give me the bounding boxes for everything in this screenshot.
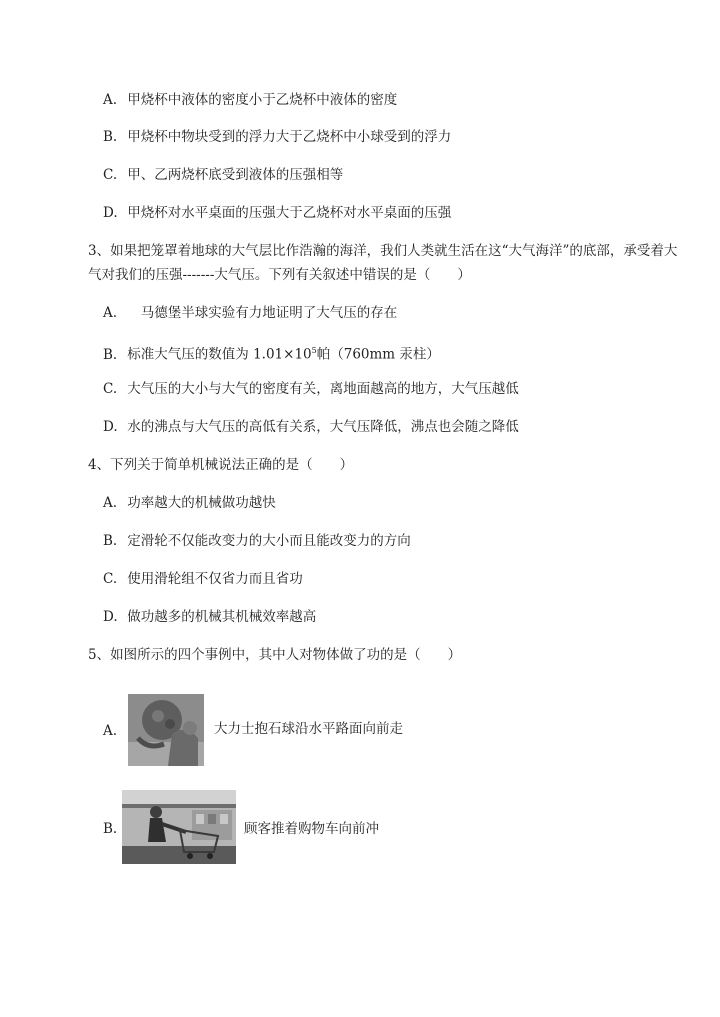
q5-option-a-caption: 大力士抱石球沿水平路面向前走: [214, 721, 403, 737]
option-label: B.: [103, 533, 118, 549]
option-label: B.: [103, 129, 118, 145]
q3-option-a: [103, 304, 397, 322]
q3-option-d: [103, 418, 519, 436]
q3-option-c: [103, 380, 519, 398]
q4-option-a: [103, 494, 276, 512]
q5-option-b-label: B.: [103, 821, 118, 837]
option-text: 使用滑轮组不仅省力而且省功: [127, 571, 303, 587]
option-text: 做功越多的机械其机械效率越高: [127, 609, 317, 625]
q2-option-b: [103, 128, 451, 146]
option-label: A.: [103, 305, 118, 321]
option-text: 甲烧杯中物块受到的浮力大于乙烧杯中小球受到的浮力: [127, 129, 452, 145]
option-label: C.: [103, 381, 118, 397]
option-text: 甲烧杯对水平桌面的压强大于乙烧杯对水平桌面的压强: [127, 205, 452, 221]
shopping-cart-customer-photo: [122, 790, 236, 864]
option-label: C.: [103, 571, 118, 587]
option-text: 大气压的大小与大气的密度有关，离地面越高的地方，大气压越低: [127, 381, 519, 397]
option-text: 甲烧杯中液体的密度小于乙烧杯中液体的密度: [127, 92, 398, 108]
option-label: D.: [103, 419, 118, 435]
option-text: 水的沸点与大气压的高低有关系，大气压降低，沸点也会随之降低: [127, 419, 519, 435]
q4-option-b: [103, 532, 411, 550]
option-label: D.: [103, 609, 118, 625]
q5-option-a-label: A.: [103, 723, 118, 739]
option-text: 定滑轮不仅能改变力的大小而且能改变力的方向: [127, 533, 411, 549]
option-text: 功率越大的机械做功越快: [127, 495, 276, 511]
q3-stem-line2: 气对我们的压强-------大气压。下列有关叙述中错误的是（ ）: [88, 267, 471, 283]
strongman-stone-ball-photo: [128, 694, 204, 766]
q5-option-b-caption: 顾客推着购物车向前冲: [244, 821, 379, 837]
superscript: 5: [311, 346, 317, 355]
q2-option-a: [103, 91, 397, 109]
option-text-after: 帕（760mm 汞柱）: [316, 346, 440, 363]
option-label: D.: [103, 205, 118, 221]
q4-option-c: [103, 570, 303, 588]
option-label: C.: [103, 167, 118, 183]
q4-stem: 4、下列关于简单机械说法正确的是（ ）: [88, 457, 354, 473]
option-label: A.: [103, 92, 118, 108]
option-text-before: 标准大气压的数值为 1.01×10: [127, 346, 312, 363]
q3-stem-line1: 3、如果把笼罩着地球的大气层比作浩瀚的海洋，我们人类就生活在这“大气海洋”的底部，承受着大: [88, 243, 678, 259]
option-text: 甲、乙两烧杯底受到液体的压强相等: [127, 167, 344, 183]
q3-option-b: [103, 342, 440, 364]
option-label: A.: [103, 495, 118, 511]
q2-option-c: [103, 166, 343, 184]
q4-option-d: [103, 608, 316, 626]
option-label: B.: [103, 346, 118, 363]
q5-stem: 5、如图所示的四个事例中，其中人对物体做了功的是（ ）: [88, 647, 462, 663]
q2-option-d: [103, 204, 451, 222]
option-text: 马德堡半球实验有力地证明了大气压的存在: [127, 305, 398, 321]
